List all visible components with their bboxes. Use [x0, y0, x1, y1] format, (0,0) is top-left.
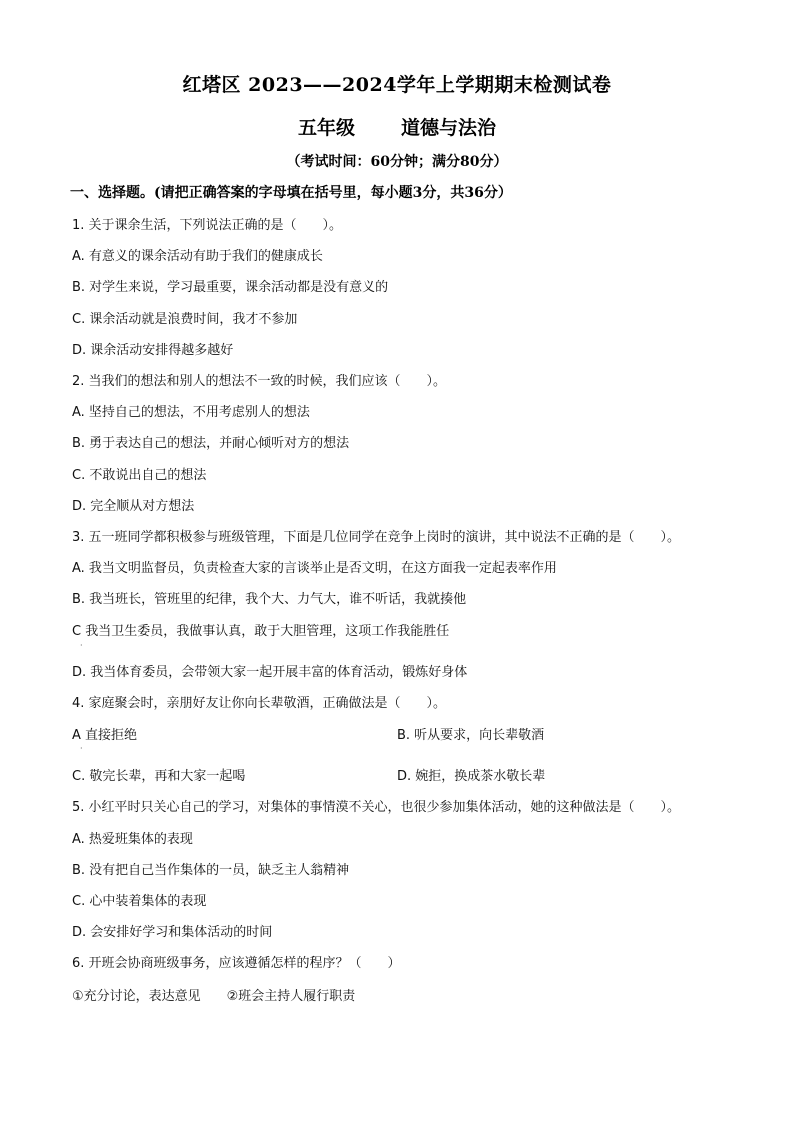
exam-info: （考试时间：60分钟；满分80分） — [286, 154, 508, 170]
question-3-option-b: B. 我当班长，管班里的纪律，我个大、力气大，谁不听话，我就揍他 — [72, 592, 467, 607]
question-4-option-c: C. 敬完长辈，再和大家一起喝 — [72, 769, 246, 784]
question-1-option-b: B. 对学生来说，学习最重要，课余活动都是没有意义的 — [72, 280, 389, 295]
question-3-stem: 3. 五一班同学都积极参与班级管理，下面是几位同学在竞争上岗时的演讲，其中说法不正确的是（ ）。 — [72, 530, 681, 545]
question-4-option-a: A 直接拒绝 — [72, 728, 138, 743]
question-5-stem: 5. 小红平时只关心自己的学习，对集体的事情漠不关心，也很少参加集体活动，她的这种做法是（ ）。 — [72, 800, 681, 815]
question-3-option-d: D. 我当体育委员，会带领大家一起开展丰富的体育活动，锻炼好身体 — [72, 665, 468, 680]
question-6-items: ①充分讨论，表达意见 ②班会主持人履行职责 — [72, 989, 356, 1004]
question-5-option-b: B. 没有把自己当作集体的一员，缺乏主人翁精神 — [72, 863, 350, 878]
question-1-stem: 1. 关于课余生活，下列说法正确的是（ ）。 — [72, 218, 343, 233]
scan-dot: · — [80, 641, 83, 650]
question-2-option-a: A. 坚持自己的想法，不用考虑别人的想法 — [72, 405, 310, 420]
question-1-option-d: D. 课余活动安排得越多越好 — [72, 343, 234, 358]
question-6-stem: 6. 开班会协商班级事务，应该遵循怎样的程序？（ ） — [72, 956, 401, 971]
question-3-option-a: A. 我当文明监督员，负责检查大家的言谈举止是否文明，在这方面我一定起表率作用 — [72, 561, 557, 576]
question-2-option-d: D. 完全顺从对方想法 — [72, 499, 195, 514]
grade-label: 五年级 — [297, 117, 355, 139]
question-4-stem: 4. 家庭聚会时，亲朋好友让你向长辈敬酒，正确做法是（ ）。 — [72, 696, 447, 711]
question-2-option-c: C. 不敢说出自己的想法 — [72, 468, 207, 483]
question-5-option-a: A. 热爱班集体的表现 — [72, 832, 193, 847]
question-5-option-c: C. 心中装着集体的表现 — [72, 894, 207, 909]
question-2-option-b: B. 勇于表达自己的想法，并耐心倾听对方的想法 — [72, 436, 350, 451]
question-3-option-c: C 我当卫生委员，我做事认真，敢于大胆管理，这项工作我能胜任 — [72, 624, 450, 639]
question-4-option-d: D. 婉拒，换成茶水敬长辈 — [397, 769, 546, 784]
exam-title: 红塔区 2023——2024学年上学期期末检测试卷 — [182, 74, 612, 96]
question-4-option-b: B. 听从要求，向长辈敬酒 — [397, 728, 545, 743]
exam-subtitle — [0, 113, 794, 140]
question-1-option-c: C. 课余活动就是浪费时间，我才不参加 — [72, 312, 298, 327]
question-1-option-a: A. 有意义的课余活动有助于我们的健康成长 — [72, 249, 323, 264]
scan-dot: · — [80, 744, 83, 753]
question-5-option-d: D. 会安排好学习和集体活动的时间 — [72, 925, 273, 940]
subject-label: 道德与法治 — [401, 117, 497, 139]
question-2-stem: 2. 当我们的想法和别人的想法不一致的时候，我们应该（ ）。 — [72, 374, 447, 389]
section-heading-choice: 一、选择题。(请把正确答案的字母填在括号里，每小题3分，共36分） — [70, 185, 512, 201]
